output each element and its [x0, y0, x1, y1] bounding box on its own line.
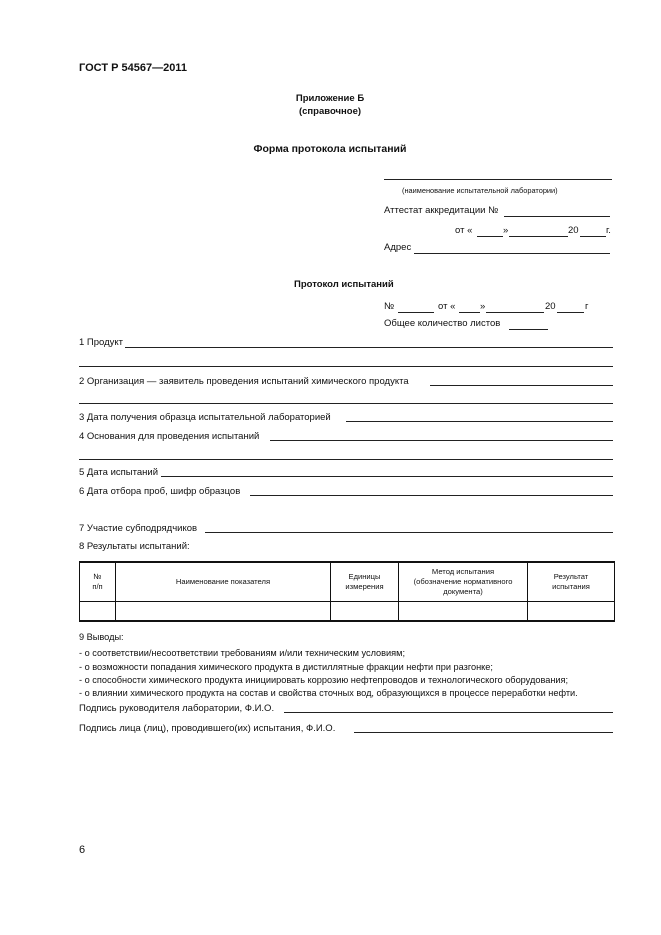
- conclusion-item: - о соответствии/несоответствии требованиям и/или техническим условиям;: [79, 648, 406, 658]
- results-label: 8 Результаты испытаний:: [79, 541, 190, 552]
- organization-line: [430, 385, 613, 386]
- col-indicator: Наименование показателя: [116, 562, 331, 602]
- col-units: Единицы измерения: [331, 562, 399, 602]
- standard-code: ГОСТ Р 54567—2011: [79, 62, 187, 74]
- basis-line-2: [79, 459, 613, 460]
- col-result: Результат испытания: [528, 562, 615, 602]
- receipt-date-line: [346, 421, 613, 422]
- table-cell: [116, 602, 331, 622]
- subcontractors-line: [205, 532, 613, 533]
- page-number: 6: [79, 844, 86, 856]
- basis-line: [270, 440, 613, 441]
- organization-label: 2 Организация — заявитель проведения испытаний химического продукта: [79, 376, 409, 387]
- accr-quote: »: [503, 225, 509, 236]
- col-number: № п/п: [80, 562, 116, 602]
- tester-signature-label: Подпись лица (лиц), проводившего(их) испытания, Ф.И.О.: [79, 723, 336, 734]
- col-method: Метод испытания (обозначение нормативного документа): [399, 562, 528, 602]
- head-signature-label: Подпись руководителя лаборатории, Ф.И.О.: [79, 703, 275, 714]
- protocol-year-prefix: 20: [545, 301, 556, 312]
- table-row: [80, 602, 615, 622]
- address-label: Адрес: [384, 242, 412, 253]
- sheets-label: Общее количество листов: [384, 318, 501, 329]
- head-signature-line: [284, 712, 613, 713]
- product-line: [125, 347, 613, 348]
- appendix-subtitle: (справочное): [298, 106, 362, 117]
- protocol-month-line: [486, 312, 544, 313]
- accr-month-line: [509, 236, 568, 237]
- product-label: 1 Продукт: [79, 337, 124, 348]
- lab-name-caption: (наименование испытательной лаборатории): [402, 186, 558, 195]
- conclusion-item: - о влиянии химического продукта на состав и свойства сточных вод, образующихся в процессе переработки нефти.: [79, 688, 578, 698]
- basis-label: 4 Основания для проведения испытаний: [79, 431, 260, 442]
- protocol-number-label: №: [384, 301, 395, 312]
- accr-year-line: [580, 236, 606, 237]
- accr-year-suffix: г.: [606, 225, 611, 236]
- appendix-title: Приложение Б: [295, 93, 365, 104]
- address-line: [414, 253, 610, 254]
- accr-year-prefix: 20: [568, 225, 579, 236]
- table-cell: [331, 602, 399, 622]
- protocol-day-line: [459, 312, 480, 313]
- accreditation-label: Аттестат аккредитации №: [384, 205, 499, 216]
- sheets-line: [509, 329, 548, 330]
- results-table-header: [80, 562, 615, 602]
- subcontractors-label: 7 Участие субподрядчиков: [79, 523, 198, 534]
- test-date-label: 5 Дата испытаний: [79, 467, 159, 478]
- conclusion-item: - о способности химического продукта инициировать коррозию нефтепроводов и технологического оборудования;: [79, 675, 569, 685]
- protocol-title: Протокол испытаний: [294, 279, 394, 290]
- table-cell: [528, 602, 615, 622]
- accr-day-line: [477, 236, 503, 237]
- protocol-year-suffix: г: [585, 301, 589, 312]
- accreditation-from-label: от «: [455, 225, 473, 236]
- results-table: [79, 561, 615, 622]
- test-date-line: [161, 476, 613, 477]
- sampling-label: 6 Дата отбора проб, шифр образцов: [79, 486, 241, 497]
- table-cell: [399, 602, 528, 622]
- conclusions-title: 9 Выводы:: [79, 632, 124, 642]
- accreditation-line: [504, 216, 610, 217]
- protocol-year-line: [557, 312, 584, 313]
- lab-name-line: [384, 179, 612, 180]
- tester-signature-line: [354, 732, 613, 733]
- protocol-quote: »: [480, 301, 486, 312]
- product-line-2: [79, 366, 613, 367]
- sampling-line: [250, 495, 613, 496]
- receipt-date-label: 3 Дата получения образца испытательной лабораторией: [79, 412, 331, 423]
- table-cell: [80, 602, 116, 622]
- protocol-number-line: [398, 312, 434, 313]
- form-title: Форма протокола испытаний: [253, 143, 407, 155]
- protocol-from-label: от «: [438, 301, 456, 312]
- organization-line-2: [79, 403, 613, 404]
- conclusion-item: - о возможности попадания химического продукта в дистиллятные фракции нефти при разгонке;: [79, 662, 493, 672]
